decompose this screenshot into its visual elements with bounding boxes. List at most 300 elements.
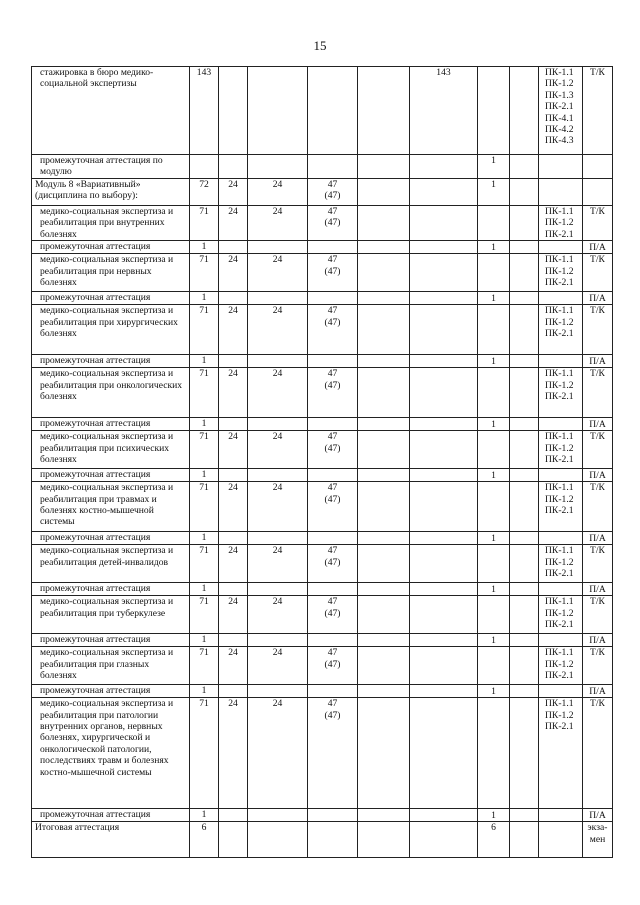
row-name-cell	[32, 647, 190, 685]
cell-text: 1	[201, 355, 207, 367]
row-name-cell	[32, 469, 190, 482]
cell-text: ПК-2.1	[545, 568, 574, 580]
cell-text: Т/К	[590, 368, 605, 380]
cell-text: 143	[436, 67, 451, 78]
cell-text: 47	[327, 698, 338, 710]
table-body	[32, 67, 613, 858]
cell-text: (47)	[324, 316, 341, 328]
cell-text: 71	[199, 305, 209, 317]
total-hours-cell	[190, 241, 219, 254]
cell-text: 24	[272, 596, 283, 608]
empty-cell	[510, 698, 539, 809]
practice-hours-cell	[248, 583, 308, 596]
attestation-hours-cell	[478, 418, 510, 431]
empty-cell	[358, 809, 410, 822]
seminar-hours-cell	[308, 368, 358, 418]
attestation-hours-cell	[478, 241, 510, 254]
empty-cell	[510, 545, 539, 583]
total-hours-cell	[190, 596, 219, 634]
attestation-hours-cell	[478, 698, 510, 809]
attestation-hours-cell	[478, 545, 510, 583]
empty-cell	[510, 431, 539, 469]
page-number: 15	[313, 38, 327, 53]
cell-text: ПК-1.1	[545, 698, 574, 710]
competencies-cell	[539, 545, 583, 583]
attestation-hours-cell	[478, 532, 510, 545]
cell-text: промежуточная аттестация по модулю	[40, 155, 163, 178]
total-hours-cell	[190, 685, 219, 698]
table-row	[32, 368, 613, 418]
internship-hours-cell	[410, 206, 478, 241]
seminar-hours-cell	[308, 596, 358, 634]
cell-text: промежуточная аттестация	[40, 809, 151, 821]
practice-hours-cell	[248, 206, 308, 241]
practice-hours-cell	[248, 355, 308, 368]
competencies-cell	[539, 596, 583, 634]
empty-cell	[510, 305, 539, 355]
cell-text: 1	[491, 532, 496, 544]
cell-text: медико-социальная экспертиза и реабилитация при психических болезнях	[40, 431, 174, 466]
lecture-hours-cell	[219, 368, 248, 418]
practice-hours-cell	[248, 305, 308, 355]
lecture-hours-cell	[219, 545, 248, 583]
cell-text: ПК-2.1	[545, 670, 574, 682]
empty-cell	[358, 596, 410, 634]
empty-cell	[510, 685, 539, 698]
table-row	[32, 206, 613, 241]
cell-text: Т/К	[590, 596, 605, 608]
attestation-hours-cell	[478, 809, 510, 822]
table-row	[32, 647, 613, 685]
internship-hours-cell	[410, 368, 478, 418]
cell-text: ПК-2.1	[545, 228, 574, 240]
control-form-cell	[583, 67, 613, 155]
cell-text: стажировка в бюро медико-социальной экспертизы	[40, 67, 154, 90]
attestation-hours-cell	[478, 155, 510, 179]
cell-text: ПК-1.2	[545, 78, 574, 90]
cell-text: ПК-1.1	[545, 545, 574, 557]
seminar-hours-cell	[308, 206, 358, 241]
empty-cell	[510, 368, 539, 418]
internship-hours-cell	[410, 254, 478, 292]
row-name-cell	[32, 431, 190, 469]
competencies-cell	[539, 647, 583, 685]
attestation-hours-cell	[478, 355, 510, 368]
practice-hours-cell	[248, 431, 308, 469]
cell-text: 71	[199, 596, 209, 608]
cell-text: 47	[327, 254, 338, 266]
empty-cell	[358, 254, 410, 292]
cell-text: ПК-2.1	[545, 505, 574, 517]
cell-text: ПК-1.1	[545, 206, 574, 217]
control-form-cell	[583, 596, 613, 634]
seminar-hours-cell	[308, 685, 358, 698]
cell-text: (47)	[324, 556, 341, 568]
empty-cell	[358, 67, 410, 155]
table-row	[32, 431, 613, 469]
table-row	[32, 292, 613, 305]
seminar-hours-cell	[308, 698, 358, 809]
control-form-cell	[583, 647, 613, 685]
cell-text: промежуточная аттестация	[40, 532, 151, 544]
total-hours-cell	[190, 583, 219, 596]
cell-text: промежуточная аттестация	[40, 634, 151, 646]
empty-cell	[358, 685, 410, 698]
table-row	[32, 155, 613, 179]
cell-text: 1	[201, 532, 207, 544]
table-row	[32, 241, 613, 254]
seminar-hours-cell	[308, 241, 358, 254]
table-row	[32, 634, 613, 647]
cell-text: ПК-1.1	[545, 305, 574, 317]
cell-text: 1	[491, 292, 496, 304]
cell-text: 1	[491, 809, 496, 821]
control-form-cell	[583, 241, 613, 254]
practice-hours-cell	[248, 241, 308, 254]
lecture-hours-cell	[219, 596, 248, 634]
practice-hours-cell	[248, 368, 308, 418]
internship-hours-cell	[410, 698, 478, 809]
lecture-hours-cell	[219, 698, 248, 809]
cell-text: 1	[201, 292, 207, 304]
cell-text: 24	[228, 647, 238, 659]
cell-text: 1	[201, 685, 207, 697]
cell-text: 72	[199, 179, 209, 190]
cell-text: 47	[327, 305, 338, 317]
cell-text: 1	[491, 179, 496, 190]
seminar-hours-cell	[308, 469, 358, 482]
internship-hours-cell	[410, 822, 478, 858]
total-hours-cell	[190, 292, 219, 305]
cell-text: 47	[327, 545, 338, 557]
attestation-hours-cell	[478, 254, 510, 292]
empty-cell	[510, 418, 539, 431]
cell-text: 71	[199, 431, 209, 443]
table-row	[32, 355, 613, 368]
control-form-cell	[583, 469, 613, 482]
internship-hours-cell	[410, 67, 478, 155]
control-form-cell	[583, 431, 613, 469]
cell-text: ПК-1.1	[545, 647, 574, 659]
row-name-cell	[32, 634, 190, 647]
table-row	[32, 67, 613, 155]
attestation-hours-cell	[478, 431, 510, 469]
empty-cell	[358, 241, 410, 254]
cell-text: 143	[196, 67, 212, 78]
cell-text: Т/К	[590, 206, 605, 217]
empty-cell	[358, 431, 410, 469]
empty-cell	[358, 482, 410, 532]
cell-text: П/А	[589, 355, 606, 367]
cell-text: медико-социальная экспертиза и реабилитация при нервных болезнях	[40, 254, 174, 289]
seminar-hours-cell	[308, 155, 358, 179]
internship-hours-cell	[410, 647, 478, 685]
cell-text: промежуточная аттестация	[40, 685, 151, 697]
seminar-hours-cell	[308, 583, 358, 596]
curriculum-table	[31, 66, 613, 858]
total-hours-cell	[190, 634, 219, 647]
control-form-cell	[583, 545, 613, 583]
total-hours-cell	[190, 418, 219, 431]
cell-text: (47)	[324, 265, 341, 277]
total-hours-cell	[190, 368, 219, 418]
attestation-hours-cell	[478, 482, 510, 532]
seminar-hours-cell	[308, 482, 358, 532]
cell-text: (47)	[324, 658, 341, 670]
row-name-cell	[32, 355, 190, 368]
attestation-hours-cell	[478, 583, 510, 596]
cell-text: ПК-1.1	[545, 431, 574, 443]
seminar-hours-cell	[308, 418, 358, 431]
cell-text: 24	[228, 254, 238, 266]
cell-text: 1	[201, 809, 207, 821]
internship-hours-cell	[410, 179, 478, 206]
attestation-hours-cell	[478, 179, 510, 206]
table-row	[32, 532, 613, 545]
cell-text: (47)	[324, 493, 341, 505]
cell-text: Модуль 8 «Вариативный» (дисциплина по выбору):	[35, 179, 141, 202]
seminar-hours-cell	[308, 355, 358, 368]
practice-hours-cell	[248, 685, 308, 698]
internship-hours-cell	[410, 685, 478, 698]
cell-text: 71	[199, 206, 209, 217]
lecture-hours-cell	[219, 292, 248, 305]
attestation-hours-cell	[478, 634, 510, 647]
cell-text: 47	[327, 596, 338, 608]
lecture-hours-cell	[219, 809, 248, 822]
empty-cell	[358, 647, 410, 685]
cell-text: П/А	[589, 685, 606, 697]
cell-text: промежуточная аттестация	[40, 292, 151, 304]
control-form-cell	[583, 355, 613, 368]
internship-hours-cell	[410, 155, 478, 179]
cell-text: (47)	[324, 607, 341, 619]
competencies-cell	[539, 206, 583, 241]
lecture-hours-cell	[219, 685, 248, 698]
lecture-hours-cell	[219, 822, 248, 858]
lecture-hours-cell	[219, 355, 248, 368]
attestation-hours-cell	[478, 647, 510, 685]
empty-cell	[510, 809, 539, 822]
total-hours-cell	[190, 206, 219, 241]
empty-cell	[358, 532, 410, 545]
seminar-hours-cell	[308, 634, 358, 647]
cell-text: ПК-1.1	[545, 67, 574, 78]
practice-hours-cell	[248, 482, 308, 532]
empty-cell	[358, 206, 410, 241]
empty-cell	[358, 305, 410, 355]
cell-text: Т/К	[590, 431, 605, 443]
table-row	[32, 698, 613, 809]
table-row	[32, 482, 613, 532]
cell-text: ПК-1.1	[545, 254, 574, 266]
practice-hours-cell	[248, 67, 308, 155]
control-form-cell	[583, 809, 613, 822]
competencies-cell	[539, 155, 583, 179]
row-name-cell	[32, 305, 190, 355]
cell-text: 71	[199, 698, 209, 710]
cell-text: ПК-1.1	[545, 596, 574, 608]
cell-text: ПК-4.2	[545, 124, 574, 136]
cell-text: ПК-2.1	[545, 391, 574, 403]
empty-cell	[358, 418, 410, 431]
cell-text: (47)	[324, 709, 341, 721]
total-hours-cell	[190, 482, 219, 532]
seminar-hours-cell	[308, 292, 358, 305]
lecture-hours-cell	[219, 469, 248, 482]
seminar-hours-cell	[308, 809, 358, 822]
cell-text: 24	[228, 305, 238, 317]
table-row	[32, 305, 613, 355]
cell-text: медико-социальная экспертиза и реабилитация при патологии внутренних органов, нервных болезнях, хирургической и онкологической патологии, последствиях травм и болезнях костно-мышечной системы	[40, 698, 174, 778]
empty-cell	[510, 292, 539, 305]
row-name-cell	[32, 206, 190, 241]
cell-text: 24	[272, 254, 283, 266]
cell-text: ПК-1.1	[545, 482, 574, 494]
lecture-hours-cell	[219, 418, 248, 431]
cell-text: 24	[272, 305, 283, 317]
empty-cell	[358, 292, 410, 305]
competencies-cell	[539, 822, 583, 858]
competencies-cell	[539, 305, 583, 355]
cell-text: медико-социальная экспертиза и реабилитация при травмах и болезнях костно-мышечной системы	[40, 482, 174, 528]
cell-text: экза-	[587, 822, 608, 834]
cell-text: ПК-2.1	[545, 101, 574, 113]
control-form-cell	[583, 418, 613, 431]
competencies-cell	[539, 418, 583, 431]
attestation-hours-cell	[478, 67, 510, 155]
internship-hours-cell	[410, 241, 478, 254]
internship-hours-cell	[410, 583, 478, 596]
total-hours-cell	[190, 67, 219, 155]
lecture-hours-cell	[219, 67, 248, 155]
competencies-cell	[539, 368, 583, 418]
competencies-cell	[539, 482, 583, 532]
empty-cell	[510, 67, 539, 155]
total-hours-cell	[190, 254, 219, 292]
control-form-cell	[583, 532, 613, 545]
cell-text: П/А	[589, 292, 606, 304]
table-row	[32, 809, 613, 822]
cell-text: П/А	[589, 469, 606, 481]
cell-text: ПК-4.3	[545, 135, 574, 147]
cell-text: ПК-1.2	[545, 493, 574, 505]
empty-cell	[358, 179, 410, 206]
cell-text: Т/К	[590, 305, 605, 317]
lecture-hours-cell	[219, 206, 248, 241]
table-row	[32, 254, 613, 292]
lecture-hours-cell	[219, 647, 248, 685]
cell-text: П/А	[589, 418, 606, 430]
total-hours-cell	[190, 545, 219, 583]
cell-text: 24	[228, 179, 238, 190]
empty-cell	[358, 822, 410, 858]
total-hours-cell	[190, 355, 219, 368]
row-name-cell	[32, 532, 190, 545]
cell-text: ПК-1.2	[545, 607, 574, 619]
lecture-hours-cell	[219, 254, 248, 292]
lecture-hours-cell	[219, 155, 248, 179]
control-form-cell	[583, 634, 613, 647]
cell-text: медико-социальная экспертиза и реабилитация детей-инвалидов	[40, 545, 174, 568]
cell-text: ПК-1.2	[545, 265, 574, 277]
cell-text: 24	[272, 206, 283, 217]
practice-hours-cell	[248, 822, 308, 858]
competencies-cell	[539, 634, 583, 647]
total-hours-cell	[190, 155, 219, 179]
cell-text: 1	[491, 155, 496, 166]
cell-text: промежуточная аттестация	[40, 583, 151, 595]
cell-text: 47	[327, 179, 338, 190]
cell-text: 1	[491, 355, 496, 367]
empty-cell	[358, 469, 410, 482]
empty-cell	[358, 583, 410, 596]
lecture-hours-cell	[219, 634, 248, 647]
practice-hours-cell	[248, 254, 308, 292]
empty-cell	[510, 647, 539, 685]
empty-cell	[510, 482, 539, 532]
internship-hours-cell	[410, 305, 478, 355]
attestation-hours-cell	[478, 305, 510, 355]
total-hours-cell	[190, 647, 219, 685]
total-hours-cell	[190, 822, 219, 858]
cell-text: 47	[327, 482, 338, 494]
control-form-cell	[583, 206, 613, 241]
empty-cell	[510, 355, 539, 368]
table-row	[32, 596, 613, 634]
cell-text: Итоговая аттестация	[35, 822, 120, 834]
empty-cell	[358, 355, 410, 368]
competencies-cell	[539, 179, 583, 206]
empty-cell	[510, 822, 539, 858]
empty-cell	[510, 241, 539, 254]
cell-text: медико-социальная экспертиза и реабилитация при внутренних болезнях	[40, 206, 174, 240]
cell-text: 24	[272, 545, 283, 557]
cell-text: Т/К	[590, 254, 605, 266]
attestation-hours-cell	[478, 368, 510, 418]
cell-text: (47)	[324, 442, 341, 454]
row-name-cell	[32, 241, 190, 254]
empty-cell	[358, 545, 410, 583]
practice-hours-cell	[248, 179, 308, 206]
seminar-hours-cell	[308, 431, 358, 469]
cell-text: медико-социальная экспертиза и реабилитация при хирургических болезнях	[40, 305, 178, 340]
competencies-cell	[539, 583, 583, 596]
total-hours-cell	[190, 532, 219, 545]
row-name-cell	[32, 368, 190, 418]
cell-text: ПК-1.2	[545, 316, 574, 328]
cell-text: (47)	[324, 217, 341, 229]
empty-cell	[510, 634, 539, 647]
competencies-cell	[539, 685, 583, 698]
lecture-hours-cell	[219, 241, 248, 254]
competencies-cell	[539, 241, 583, 254]
cell-text: ПК-2.1	[545, 721, 574, 733]
row-name-cell	[32, 179, 190, 206]
empty-cell	[510, 155, 539, 179]
cell-text: 24	[272, 179, 283, 190]
seminar-hours-cell	[308, 254, 358, 292]
cell-text: ПК-2.1	[545, 277, 574, 289]
cell-text: (47)	[324, 190, 341, 202]
practice-hours-cell	[248, 469, 308, 482]
practice-hours-cell	[248, 545, 308, 583]
empty-cell	[358, 368, 410, 418]
seminar-hours-cell	[308, 647, 358, 685]
practice-hours-cell	[248, 532, 308, 545]
empty-cell	[358, 698, 410, 809]
total-hours-cell	[190, 305, 219, 355]
